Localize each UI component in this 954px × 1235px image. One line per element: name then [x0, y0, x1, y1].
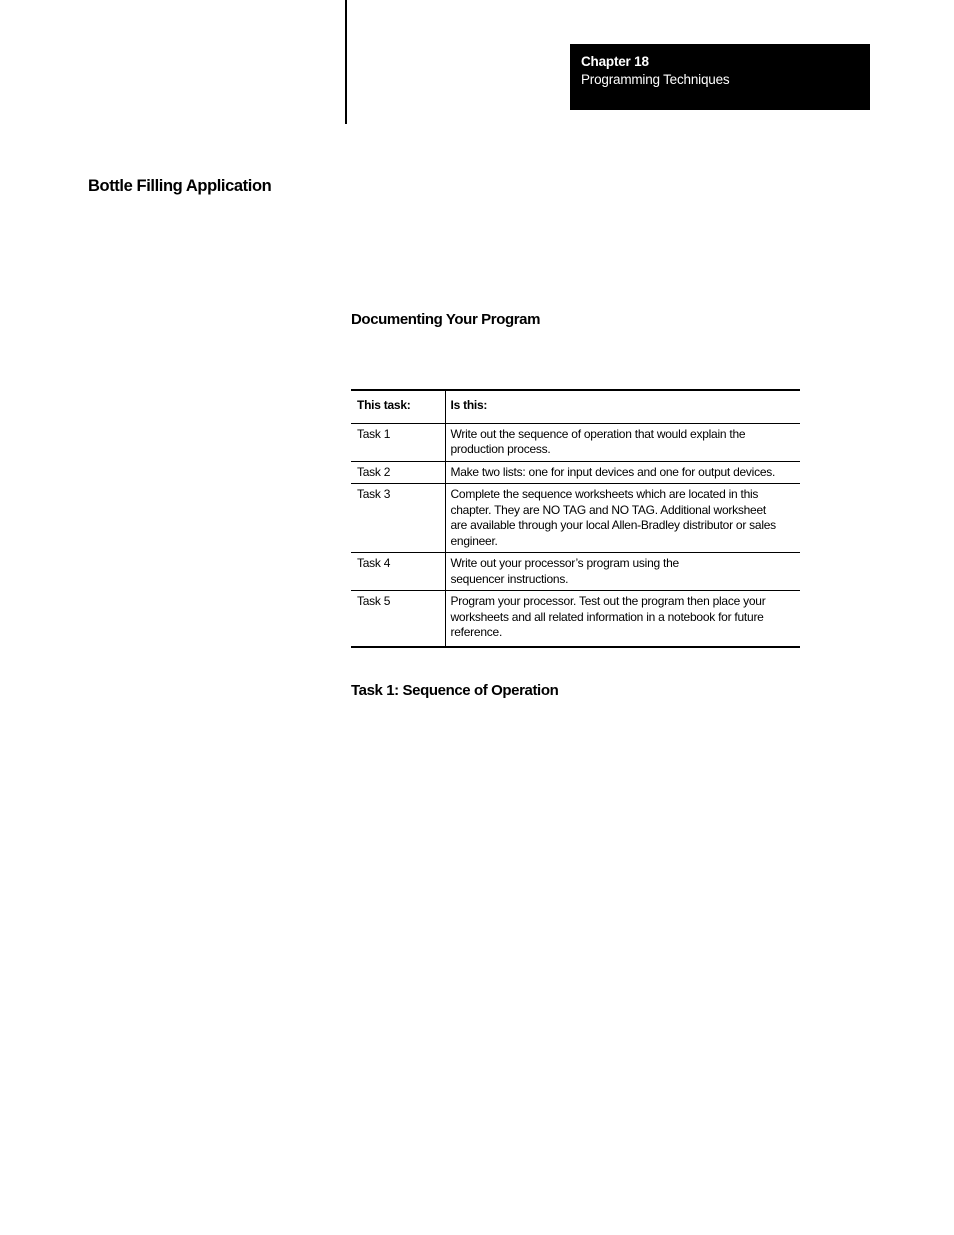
documenting-heading: Documenting Your Program — [351, 311, 541, 328]
desc-cell — [445, 553, 800, 591]
task-cell: Task 5 — [351, 591, 445, 647]
section-title: Bottle Filling Application — [88, 177, 272, 195]
chapter-number: Chapter 18 — [581, 54, 649, 69]
col-task-header: This task: — [351, 390, 445, 423]
desc-line: Make two lists: one for input devices and one for output devices. — [450, 464, 776, 479]
desc-cell — [445, 461, 800, 484]
desc-line: worksheets and all related information in a notebook for future — [450, 609, 764, 624]
desc-cell — [445, 484, 800, 553]
desc-line: chapter. They are NO TAG and NO TAG. Additional worksheet — [450, 502, 766, 517]
chapter-title: Programming Techniques — [581, 72, 730, 87]
desc-line: Write out your processor’s program using the — [450, 556, 679, 570]
desc-line: production process. — [450, 442, 551, 456]
table-row — [351, 553, 800, 591]
desc-line: Complete the sequence worksheets which are located in this — [450, 487, 759, 501]
table-row — [351, 461, 800, 484]
sequence-heading: Task 1: Sequence of Operation — [351, 682, 559, 699]
desc-line: Program your processor. Test out the program then place your — [450, 594, 766, 608]
table-header-row — [351, 390, 800, 423]
margin-rule — [345, 0, 347, 124]
table-row — [351, 484, 800, 553]
desc-cell — [445, 591, 800, 647]
col-desc-header: Is this: — [445, 390, 800, 423]
chapter-header-box — [570, 44, 870, 110]
desc-line: reference. — [450, 625, 503, 639]
task-cell: Task 1 — [351, 423, 445, 461]
desc-line: engineer. — [450, 533, 498, 548]
task-cell: Task 2 — [351, 461, 445, 484]
task-table — [351, 389, 800, 648]
desc-line: Write out the sequence of operation that would explain the — [450, 426, 746, 441]
desc-line: sequencer instructions. — [450, 571, 569, 586]
task-cell: Task 4 — [351, 553, 445, 591]
table-row — [351, 423, 800, 461]
task-cell: Task 3 — [351, 484, 445, 553]
table-row — [351, 591, 800, 647]
desc-cell — [445, 423, 800, 461]
desc-line: are available through your local Allen-Bradley distributor or sales — [450, 518, 776, 532]
